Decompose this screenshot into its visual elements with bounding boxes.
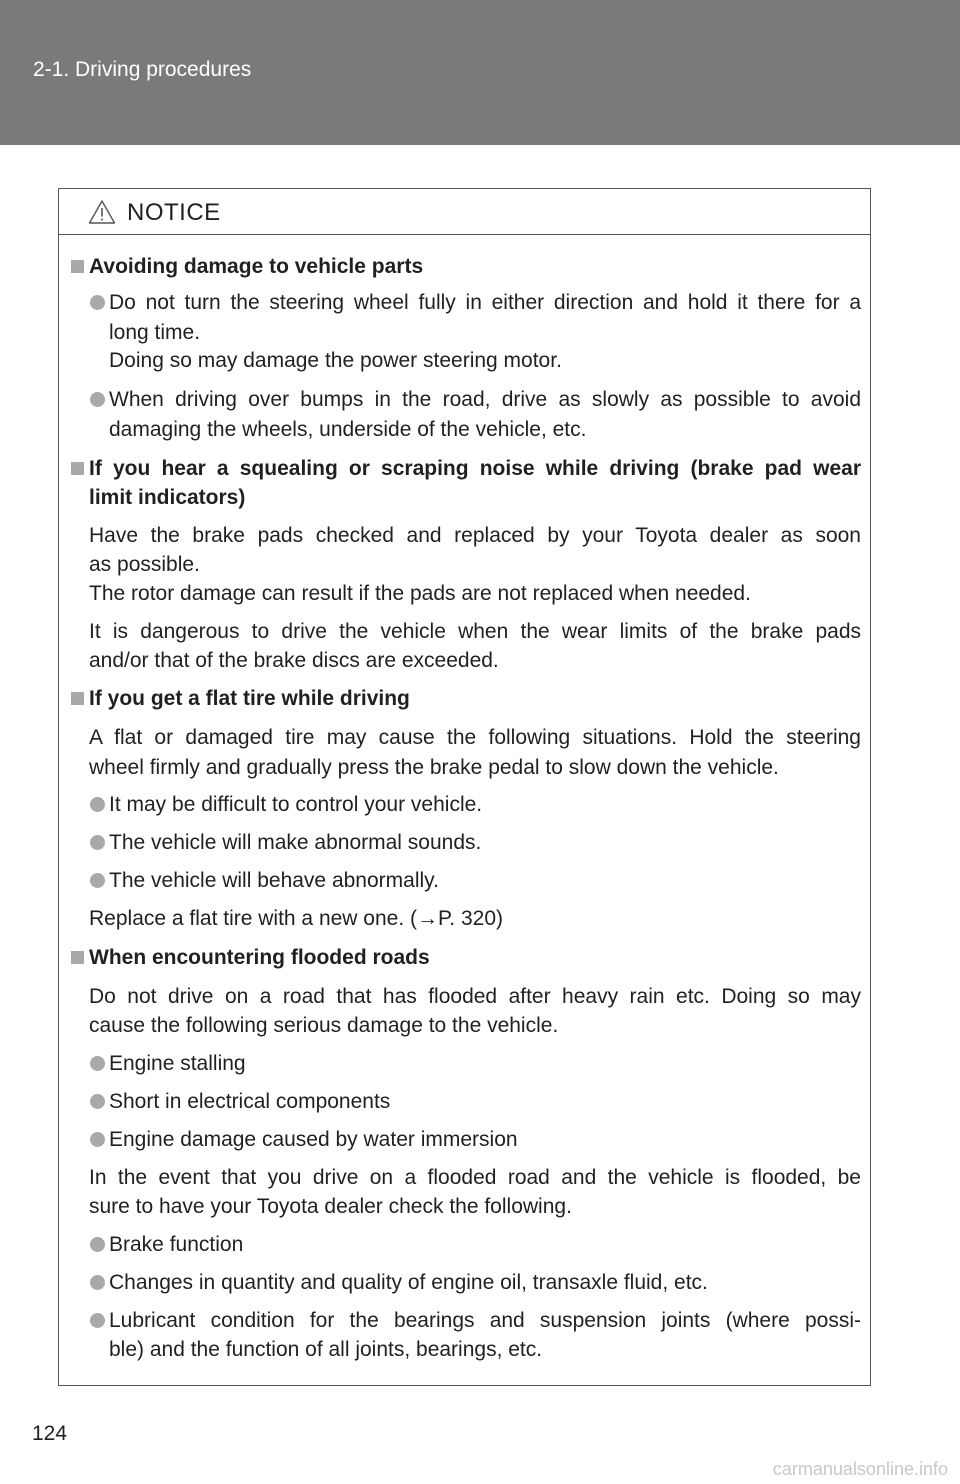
list-bullet-dot xyxy=(90,797,105,812)
list-bullet-dot xyxy=(90,1056,105,1071)
page-number: 124 xyxy=(32,1422,68,1445)
paragraph-flooded-l1: Do not drive on a road that has flooded after heavy rain etc. Doing so may xyxy=(89,985,861,1008)
section-heading-flooded-roads: When encountering flooded roads xyxy=(89,946,430,969)
section-heading-brake-noise-l2: limit indicators) xyxy=(89,486,246,509)
paragraph-wear-limits-l2: and/or that of the brake discs are exceeded. xyxy=(89,649,499,672)
list-item-steering-l2: long time. xyxy=(109,321,201,344)
list-item-lubricant-l1: Lubricant condition for the bearings and suspension joints (where possi- xyxy=(109,1309,861,1332)
notice-label: NOTICE xyxy=(127,199,221,226)
list-bullet-dot xyxy=(90,1313,105,1328)
section-bullet-square xyxy=(71,260,84,273)
list-bullet-dot xyxy=(90,873,105,888)
list-item-abnormal-sounds: The vehicle will make abnormal sounds. xyxy=(109,831,482,854)
list-item-engine-oil: Changes in quantity and quality of engine oil, transaxle fluid, etc. xyxy=(109,1271,708,1294)
list-bullet-dot xyxy=(90,1275,105,1290)
list-item-bumps-l2: damaging the wheels, underside of the vehicle, etc. xyxy=(109,418,587,441)
paragraph-brake-pads-l3: The rotor damage can result if the pads are not replaced when needed. xyxy=(89,582,751,605)
list-item-difficult-control: It may be difficult to control your vehicle. xyxy=(109,793,483,816)
section-bullet-square xyxy=(71,692,84,705)
page-header xyxy=(0,0,960,145)
paragraph-wear-limits-l1: It is dangerous to drive the vehicle when the wear limits of the brake pads xyxy=(89,620,861,643)
list-item-engine-damage: Engine damage caused by water immersion xyxy=(109,1128,518,1151)
watermark: carmanualsonline.info xyxy=(772,1459,948,1479)
section-heading-vehicle-parts: Avoiding damage to vehicle parts xyxy=(89,255,424,278)
paragraph-flat-tire-l2: wheel firmly and gradually press the brake pedal to slow down the vehicle. xyxy=(89,756,779,779)
paragraph-flat-tire-l1: A flat or damaged tire may cause the following situations. Hold the steering xyxy=(89,726,861,749)
paragraph-brake-pads-l1: Have the brake pads checked and replaced by your Toyota dealer as soon xyxy=(89,524,861,547)
list-item-lubricant-l2: ble) and the function of all joints, bearings, etc. xyxy=(109,1338,543,1361)
list-bullet-dot xyxy=(90,1132,105,1147)
list-item-behave-abnormally: The vehicle will behave abnormally. xyxy=(109,869,439,892)
section-heading-flat-tire: If you get a flat tire while driving xyxy=(89,687,410,710)
paragraph-brake-pads-l2: as possible. xyxy=(89,553,200,576)
section-heading-brake-noise-l1: If you hear a squealing or scraping noise while driving (brake pad wear xyxy=(89,457,861,480)
list-item-brake-function: Brake function xyxy=(109,1233,244,1256)
list-bullet-dot xyxy=(90,1094,105,1109)
paragraph-flooded-l2: cause the following serious damage to the vehicle. xyxy=(89,1014,559,1037)
section-bullet-square xyxy=(71,462,84,475)
list-bullet-dot xyxy=(90,835,105,850)
list-item-engine-stalling: Engine stalling xyxy=(109,1052,246,1075)
paragraph-replace-tire: Replace a flat tire with a new one. (→P. 320) xyxy=(89,907,504,930)
notice-header xyxy=(59,189,870,235)
section-title: 2-1. Driving procedures xyxy=(33,58,252,81)
paragraph-flooded-event-l1: In the event that you drive on a flooded road and the vehicle is flooded, be xyxy=(89,1166,861,1189)
list-bullet-dot xyxy=(90,295,105,310)
list-item-short-electrical: Short in electrical components xyxy=(109,1090,391,1113)
section-bullet-square xyxy=(71,951,84,964)
list-item-bumps-l1: When driving over bumps in the road, drive as slowly as possible to avoid xyxy=(109,388,861,411)
list-bullet-dot xyxy=(90,392,105,407)
list-item-steering-l1: Do not turn the steering wheel fully in either direction and hold it there for a xyxy=(109,291,861,314)
list-item-steering-l3: Doing so may damage the power steering motor. xyxy=(109,349,562,372)
paragraph-flooded-event-l2: sure to have your Toyota dealer check the following. xyxy=(89,1195,572,1218)
list-bullet-dot xyxy=(90,1237,105,1252)
warning-triangle-icon xyxy=(88,199,116,225)
